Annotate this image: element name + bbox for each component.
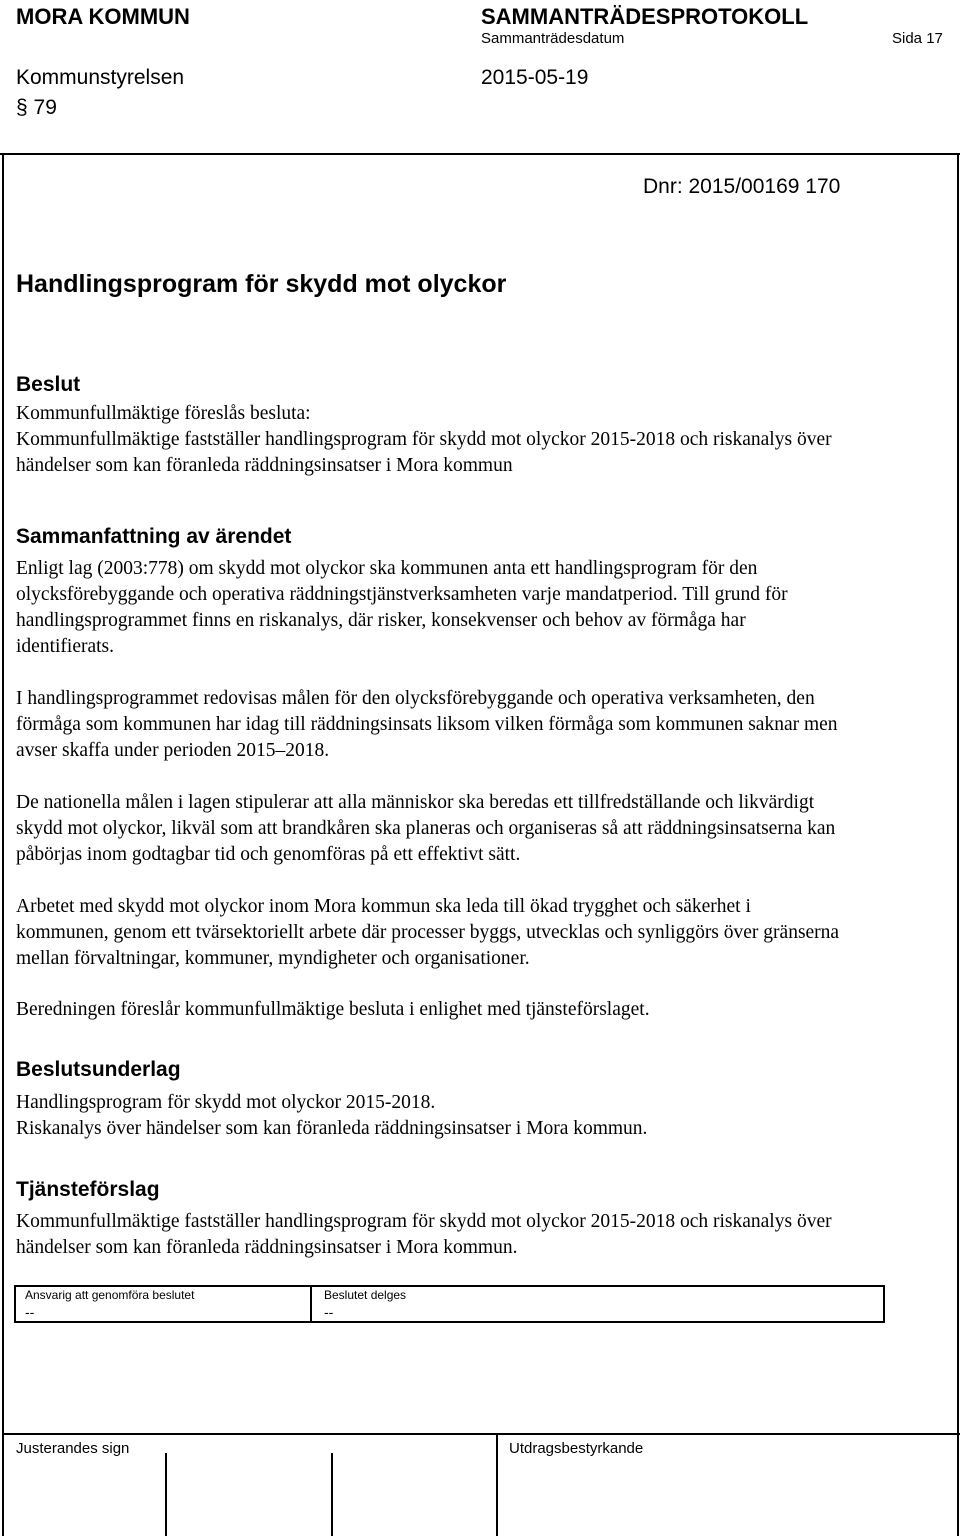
beslut-heading: Beslut	[16, 373, 81, 396]
sammanfattning-heading: Sammanfattning av ärendet	[16, 525, 292, 548]
paragraph-line: identifierats.	[16, 636, 115, 657]
paragraph-line: mellan förvaltningar, kommuner, myndigheter och organisationer.	[16, 948, 530, 969]
document-type: SAMMANTRÄDESPROTOKOLL	[481, 4, 809, 29]
beslut-text	[16, 401, 946, 479]
justerandes-label: Justerandes sign	[16, 1440, 130, 1457]
responsible-value: --	[25, 1304, 35, 1320]
meeting-date: 2015-05-19	[481, 66, 589, 89]
utdrag-label: Utdragsbestyrkande	[509, 1440, 644, 1457]
beslutsunderlag-heading: Beslutsunderlag	[16, 1058, 181, 1081]
paragraph-line: handlingsprogrammet finns en riskanalys, där risker, konsekvenser och behov av förmåga har	[16, 610, 746, 631]
responsible-label: Ansvarig att genomföra beslutet	[25, 1288, 195, 1302]
beslutsunderlag-text	[16, 1090, 946, 1142]
committee-name: Kommunstyrelsen	[16, 66, 185, 89]
paragraph-line: Enligt lag (2003:778) om skydd mot olyckor ska kommunen anta ett handlingsprogram för den	[16, 558, 758, 579]
frame-right-border	[957, 153, 959, 1536]
decision-table	[14, 1285, 885, 1323]
paragraph-line: De nationella målen i lagen stipulerar att alla människor ska beredas ett tillfredställande och likvärdigt	[16, 792, 815, 813]
paragraph-line: I handlingsprogrammet redovisas målen för den olycksförebyggande och operativa verksamheten, den	[16, 688, 815, 709]
beslut-line: Kommunfullmäktige föreslås besluta:	[16, 403, 311, 424]
signature-divider	[331, 1453, 333, 1536]
tjansteforslag-text	[16, 1209, 946, 1261]
frame-left-border	[2, 153, 4, 1536]
sammanfattning-paragraph-3	[16, 790, 946, 868]
beslut-line: Kommunfullmäktige fastställer handlingsprogram för skydd mot olyckor 2015-2018 och riskanalys över	[16, 429, 832, 450]
paragraph-line: Arbetet med skydd mot olyckor inom Mora kommun ska leda till ökad trygghet och säkerhet i	[16, 896, 751, 917]
distribution-value: --	[324, 1304, 334, 1320]
tjansteforslag-line: Kommunfullmäktige fastställer handlingsprogram för skydd mot olyckor 2015-2018 och riskanalys över	[16, 1211, 832, 1232]
distribution-label: Beslutet delges	[324, 1288, 407, 1302]
signature-divider	[165, 1453, 167, 1536]
tjansteforslag-line: händelser som kan föranleda räddningsinsatser i Mora kommun.	[16, 1237, 518, 1258]
footer-border	[2, 1433, 960, 1435]
paragraph-number: § 79	[16, 96, 57, 119]
diary-number: Dnr: 2015/00169 170	[643, 175, 841, 198]
sammanfattning-paragraph-5	[16, 997, 946, 1023]
paragraph-line: Beredningen föreslår kommunfullmäktige besluta i enlighet med tjänsteförslaget.	[16, 999, 650, 1020]
paragraph-line: påbörjas inom godtagbar tid och genomföras på ett effektivt sätt.	[16, 844, 521, 865]
paragraph-line: avser skaffa under perioden 2015–2018.	[16, 740, 330, 761]
paragraph-line: olycksförebyggande och operativa räddningstjänstverksamheten varje mandatperiod. Till grund för	[16, 584, 788, 605]
signature-divider	[496, 1433, 498, 1536]
sammanfattning-paragraph-2	[16, 686, 946, 764]
paragraph-line: förmåga som kommunen har idag till räddningsinsats liksom vilken förmåga som kommunen saknar men	[16, 714, 838, 735]
tjansteforslag-heading: Tjänsteförslag	[16, 1178, 160, 1201]
beslutsunderlag-line: Riskanalys över händelser som kan föranleda räddningsinsatser i Mora kommun.	[16, 1118, 648, 1139]
paragraph-line: kommunen, genom ett tvärsektoriellt arbete där processer byggs, utvecklas och synliggörs över gränserna	[16, 922, 840, 943]
page-number: Sida 17	[892, 30, 943, 47]
beslutsunderlag-line: Handlingsprogram för skydd mot olyckor 2015-2018.	[16, 1092, 436, 1113]
meeting-date-label: Sammanträdesdatum	[481, 30, 625, 47]
paragraph-line: skydd mot olyckor, likväl som att brandkåren ska planeras och organiseras så att räddningsinsatserna kan	[16, 818, 836, 839]
sammanfattning-paragraph-1	[16, 556, 946, 660]
frame-top-border	[0, 153, 960, 155]
org-name: MORA KOMMUN	[16, 4, 190, 29]
sammanfattning-paragraph-4	[16, 894, 946, 972]
page-title: Handlingsprogram för skydd mot olyckor	[16, 270, 507, 298]
table-divider	[310, 1287, 312, 1321]
beslut-line: händelser som kan föranleda räddningsinsatser i Mora kommun	[16, 455, 513, 476]
